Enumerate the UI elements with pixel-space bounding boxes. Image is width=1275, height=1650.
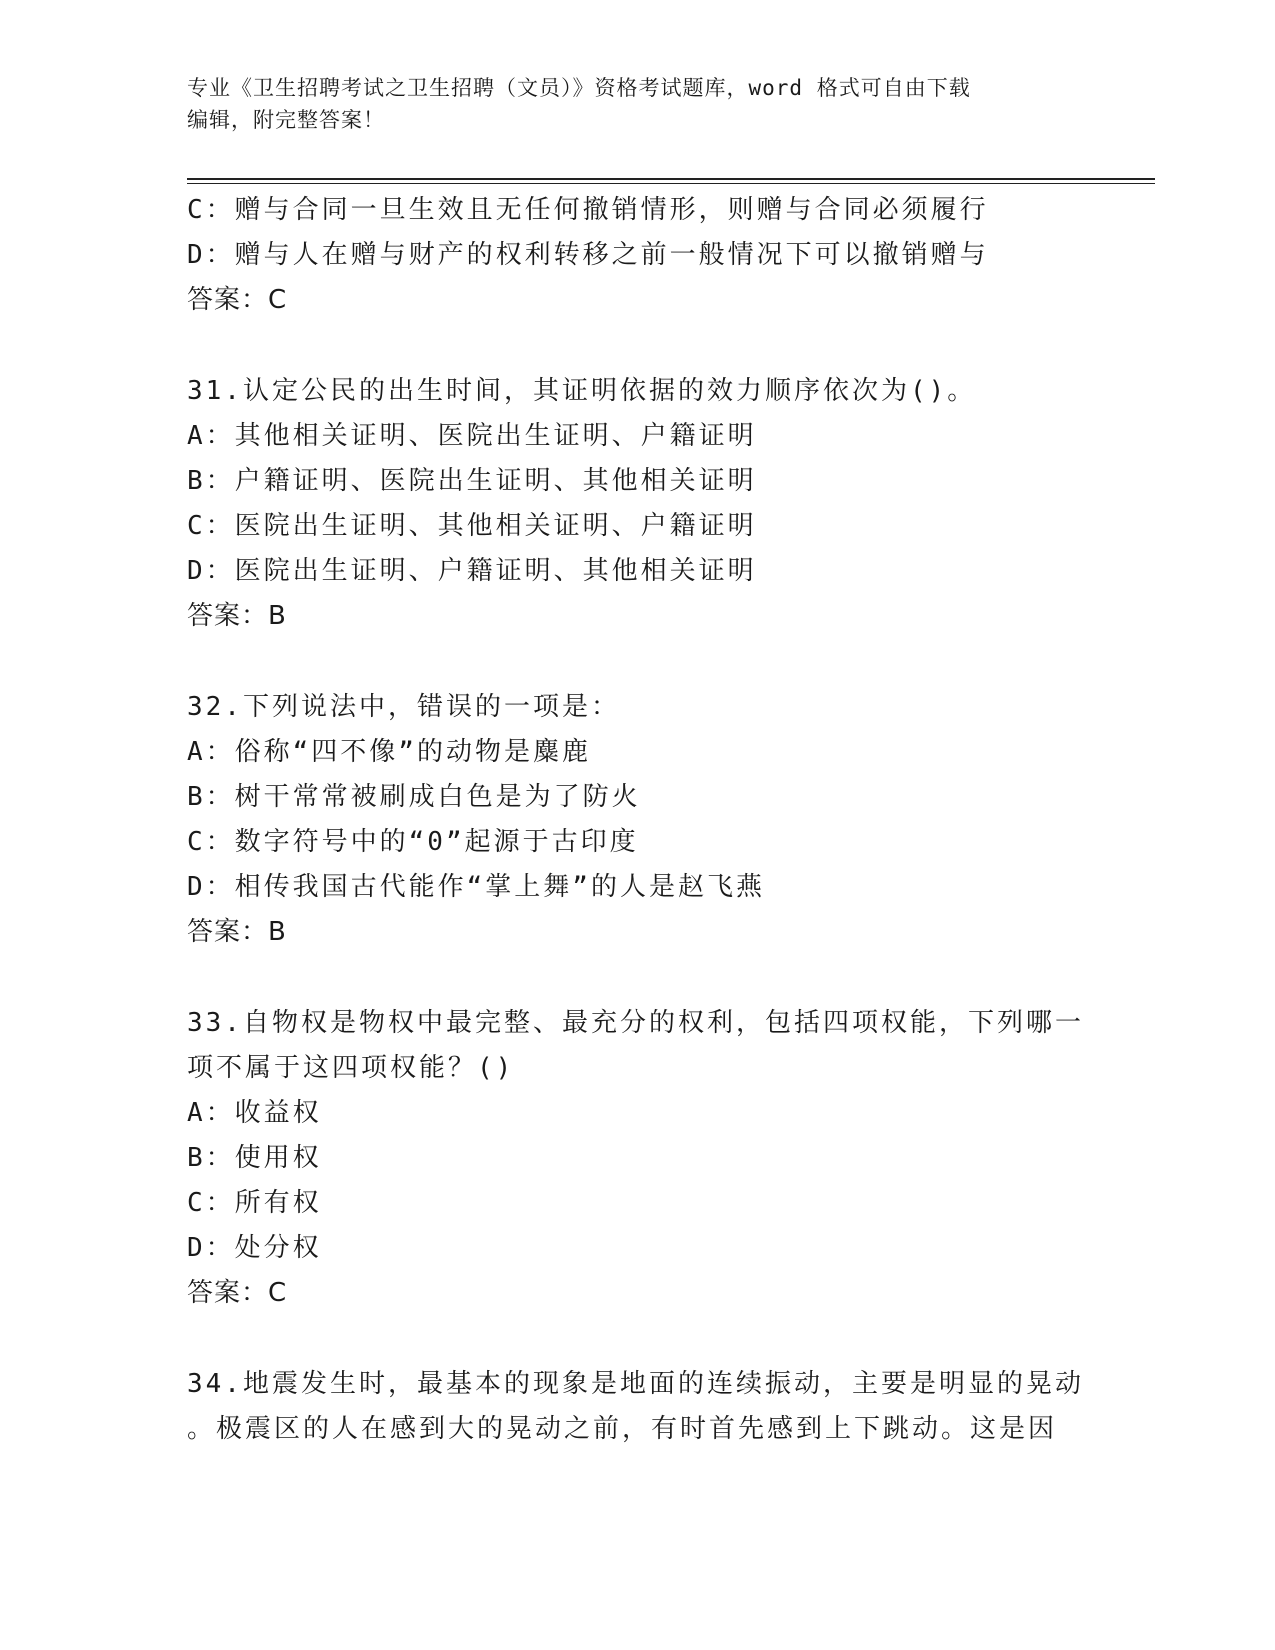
option-d: D：处分权 — [187, 1233, 322, 1263]
header-line-2: 编辑，附完整答案！ — [187, 108, 385, 132]
option-c: C：数字符号中的“0”起源于古印度 — [187, 827, 639, 857]
header-divider-thin — [187, 183, 1155, 184]
question-text-continued: 。极震区的人在感到大的晃动之前，有时首先感到上下跳动。这是因 — [187, 1414, 1058, 1444]
question-block-34 — [187, 1362, 1087, 1452]
answer-line: 答案：B — [187, 601, 287, 631]
question-block-32 — [187, 685, 1087, 955]
question-block-31 — [187, 369, 1087, 639]
answer-line: 答案：B — [187, 917, 287, 947]
option-a: A：其他相关证明、医院出生证明、户籍证明 — [187, 421, 757, 451]
header-line-1: 专业《卫生招聘考试之卫生招聘（文员）》资格考试题库，word 格式可自由下载 — [187, 76, 971, 100]
question-block-33 — [187, 1001, 1087, 1316]
question-block-30 — [187, 188, 1087, 323]
option-d: D：医院出生证明、户籍证明、其他相关证明 — [187, 556, 757, 586]
option-c: C：赠与合同一旦生效且无任何撤销情形，则赠与合同必须履行 — [187, 195, 989, 225]
option-a: A：收益权 — [187, 1098, 322, 1128]
option-d: D：相传我国古代能作“掌上舞”的人是赵飞燕 — [187, 872, 765, 902]
document-header — [187, 72, 1067, 136]
question-text: 32.下列说法中，错误的一项是： — [187, 692, 620, 722]
header-divider-thick — [187, 178, 1155, 180]
option-a: A：俗称“四不像”的动物是麋鹿 — [187, 737, 591, 767]
question-text-continued: 项不属于这四项权能？() — [187, 1053, 515, 1083]
option-c: C：医院出生证明、其他相关证明、户籍证明 — [187, 511, 757, 541]
answer-line: 答案：C — [187, 285, 288, 315]
option-c: C：所有权 — [187, 1188, 322, 1218]
answer-line: 答案：C — [187, 1278, 288, 1308]
option-b: B：树干常常被刷成白色是为了防火 — [187, 782, 641, 812]
option-d: D：赠与人在赠与财产的权利转移之前一般情况下可以撤销赠与 — [187, 240, 989, 270]
option-b: B：使用权 — [187, 1143, 322, 1173]
option-b: B：户籍证明、医院出生证明、其他相关证明 — [187, 466, 757, 496]
question-text: 31.认定公民的出生时间，其证明依据的效力顺序依次为()。 — [187, 376, 977, 406]
question-list — [187, 188, 1087, 1452]
question-text: 34.地震发生时，最基本的现象是地面的连续振动，主要是明显的晃动 — [187, 1369, 1084, 1399]
question-text: 33.自物权是物权中最完整、最充分的权利，包括四项权能，下列哪一 — [187, 1008, 1084, 1038]
